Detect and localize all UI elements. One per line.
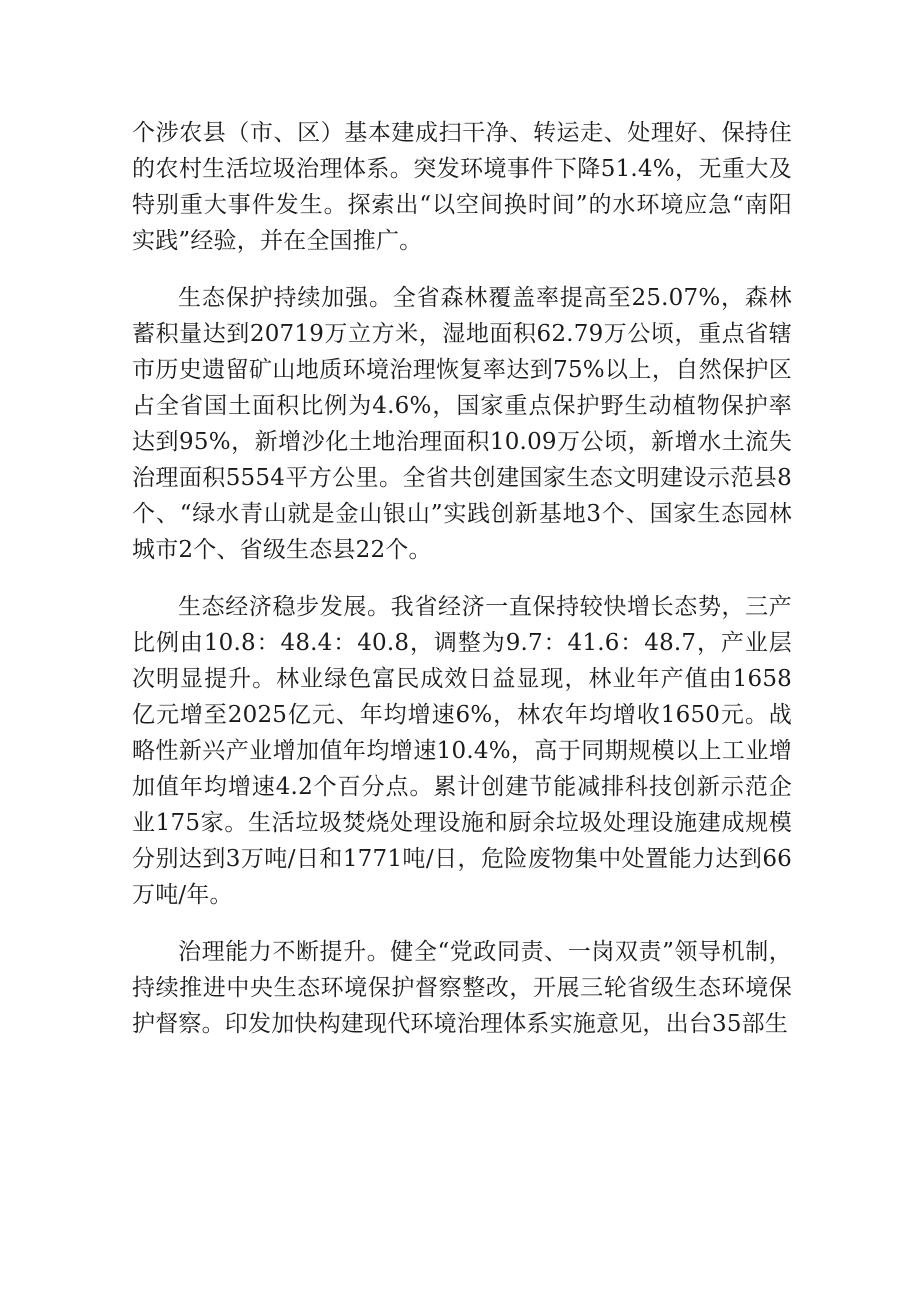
paragraph-governance-capacity: 治理能力不断提升。健全“党政同责、一岗双责”领导机制，持续推进中央生态环境保护督察整改，开展三轮省级生态环境保护督察。印发加快构建现代环境治理体系实施意见，出台35部生 (132, 939, 792, 1037)
paragraph-ecological-protection: 生态保护持续加强。全省森林覆盖率提高至25.07%，森林蓄积量达到20719万立方米，湿地面积62.79万公顷，重点省辖市历史遗留矿山地质环境治理恢复率达到75%以上，自然保护区占全省国土面积比例为4.6%，国家重点保护野生动植物保护率达到95%，新增沙化土地治理面积10.09万公顷，新增水土流失治理面积5554平方公里。全省共创建国家生态文明建设示范县8个、“绿水青山就是金山银山”实践创新基地3个、国家生态园林城市2个、省级生态县22个。 (132, 285, 792, 563)
paragraph-ecological-economy: 生态经济稳步发展。我省经济一直保持较快增长态势，三产比例由10.8：48.4：40.8，调整为9.7：41.6：48.7，产业层次明显提升。林业绿色富民成效日益显现，林业年产值由1658亿元增至2025亿元、年均增速6%，林农年均增收1650元。战略性新兴产业增加值年均增速10.4%，高于同期规模以上工业增加值年均增速4.2个百分点。累计创建节能减排科技创新示范企业175家。生活垃圾焚烧处理设施和厨余垃圾处理设施建成规模分别达到3万吨/日和1771吨/日，危险废物集中处置能力达到66万吨/年。 (132, 594, 792, 908)
paragraph-continued: 个涉农县（市、区）基本建成扫干净、转运走、处理好、保持住的农村生活垃圾治理体系。突发环境事件下降51.4%，无重大及特别重大事件发生。探索出“以空间换时间”的水环境应急“南阳实践”经验，并在全国推广。 (132, 120, 792, 254)
document-body (132, 115, 792, 1063)
